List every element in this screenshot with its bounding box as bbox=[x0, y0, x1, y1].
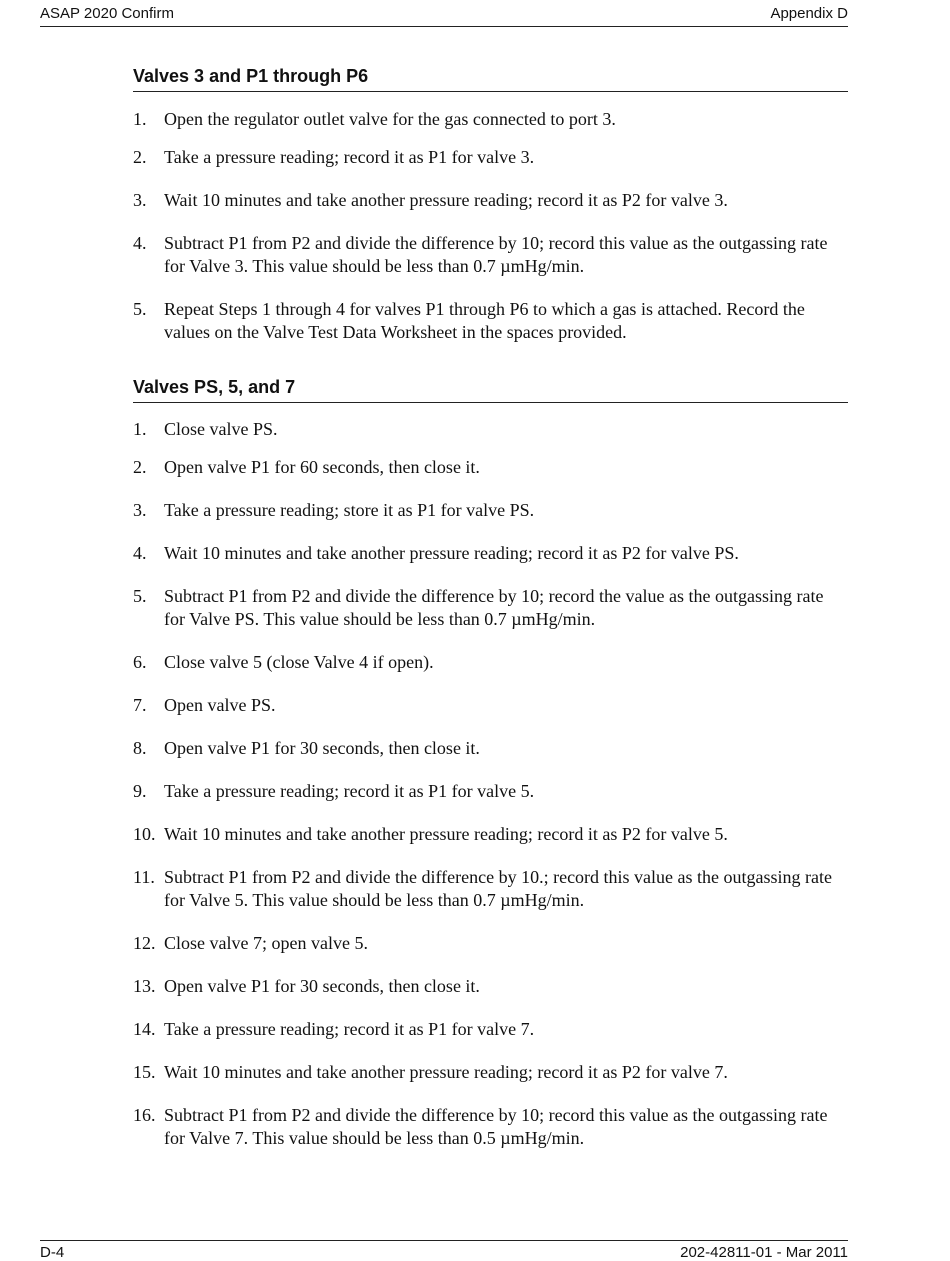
step-text: Open valve PS. bbox=[164, 695, 276, 715]
step-text: Open valve P1 for 30 seconds, then close it. bbox=[164, 738, 480, 758]
footer-page-number: D-4 bbox=[40, 1244, 65, 1261]
step-text: Open the regulator outlet valve for the gas connected to port 3. bbox=[164, 109, 616, 129]
step-number: 13. bbox=[133, 976, 156, 996]
list-item bbox=[133, 146, 848, 169]
step-number: 3. bbox=[133, 500, 147, 520]
section-valves-ps-5-7 bbox=[133, 376, 848, 403]
list-item bbox=[133, 418, 848, 441]
list-item bbox=[133, 866, 848, 912]
step-text: Close valve 7; open valve 5. bbox=[164, 933, 368, 953]
list-item bbox=[133, 232, 848, 278]
list-item bbox=[133, 823, 848, 846]
step-text: Subtract P1 from P2 and divide the difference by 10; record the value as the outgassing rate for Valve PS. This value should be less than 0.7 µmHg/min. bbox=[164, 586, 824, 629]
step-text: Wait 10 minutes and take another pressure reading; record it as P2 for valve 7. bbox=[164, 1062, 728, 1082]
step-text: Wait 10 minutes and take another pressure reading; record it as P2 for valve PS. bbox=[164, 543, 739, 563]
step-text: Open valve P1 for 60 seconds, then close it. bbox=[164, 457, 480, 477]
step-text: Close valve 5 (close Valve 4 if open). bbox=[164, 652, 434, 672]
step-number: 12. bbox=[133, 933, 156, 953]
step-number: 2. bbox=[133, 147, 147, 167]
step-text: Subtract P1 from P2 and divide the difference by 10; record this value as the outgassing rate for Valve 3. This value should be less than 0.7 µmHg/min. bbox=[164, 233, 828, 276]
list-item bbox=[133, 1061, 848, 1084]
step-number: 5. bbox=[133, 299, 147, 319]
list-item bbox=[133, 1104, 848, 1150]
running-footer bbox=[40, 1240, 848, 1261]
list-item bbox=[133, 651, 848, 674]
footer-document-number: 202-42811-01 - Mar 2011 bbox=[680, 1244, 848, 1261]
step-number: 9. bbox=[133, 781, 147, 801]
step-text: Take a pressure reading; record it as P1 for valve 7. bbox=[164, 1019, 535, 1039]
running-header bbox=[40, 4, 848, 27]
step-text: Take a pressure reading; store it as P1 for valve PS. bbox=[164, 500, 535, 520]
list-item bbox=[133, 1018, 848, 1041]
list-item bbox=[133, 499, 848, 522]
step-number: 1. bbox=[133, 419, 147, 439]
step-text: Wait 10 minutes and take another pressure reading; record it as P2 for valve 5. bbox=[164, 824, 728, 844]
section-valves-3-p1-p6 bbox=[133, 65, 848, 92]
list-item bbox=[133, 932, 848, 955]
section-heading: Valves 3 and P1 through P6 bbox=[133, 65, 848, 92]
list-item bbox=[133, 737, 848, 760]
list-item bbox=[133, 694, 848, 717]
list-item bbox=[133, 189, 848, 212]
step-text: Subtract P1 from P2 and divide the difference by 10.; record this value as the outgassing rate for Valve 5. This value should be less than 0.7 µmHg/min. bbox=[164, 867, 832, 910]
step-number: 5. bbox=[133, 586, 147, 606]
step-text: Take a pressure reading; record it as P1 for valve 5. bbox=[164, 781, 535, 801]
list-item bbox=[133, 975, 848, 998]
step-number: 1. bbox=[133, 109, 147, 129]
header-document-title: ASAP 2020 Confirm bbox=[40, 5, 174, 22]
step-text: Wait 10 minutes and take another pressure reading; record it as P2 for valve 3. bbox=[164, 190, 728, 210]
step-number: 2. bbox=[133, 457, 147, 477]
step-number: 10. bbox=[133, 824, 156, 844]
step-number: 15. bbox=[133, 1062, 156, 1082]
list-item bbox=[133, 298, 848, 344]
list-item bbox=[133, 542, 848, 565]
step-number: 14. bbox=[133, 1019, 156, 1039]
step-number: 3. bbox=[133, 190, 147, 210]
list-item bbox=[133, 456, 848, 479]
step-number: 16. bbox=[133, 1105, 156, 1125]
step-text: Open valve P1 for 30 seconds, then close it. bbox=[164, 976, 480, 996]
list-item bbox=[133, 780, 848, 803]
step-text: Close valve PS. bbox=[164, 419, 278, 439]
section-heading: Valves PS, 5, and 7 bbox=[133, 376, 848, 403]
step-number: 8. bbox=[133, 738, 147, 758]
step-text: Subtract P1 from P2 and divide the difference by 10; record this value as the outgassing rate for Valve 7. This value should be less than 0.5 µmHg/min. bbox=[164, 1105, 828, 1148]
step-text: Take a pressure reading; record it as P1 for valve 3. bbox=[164, 147, 535, 167]
step-number: 4. bbox=[133, 233, 147, 253]
step-number: 11. bbox=[133, 867, 155, 887]
list-item bbox=[133, 585, 848, 631]
step-number: 6. bbox=[133, 652, 147, 672]
step-number: 7. bbox=[133, 695, 147, 715]
step-text: Repeat Steps 1 through 4 for valves P1 through P6 to which a gas is attached. Record the values on the Valve Test Data Worksheet in the spaces provided. bbox=[164, 299, 805, 342]
list-item bbox=[133, 108, 848, 131]
header-appendix-label: Appendix D bbox=[770, 5, 848, 22]
step-number: 4. bbox=[133, 543, 147, 563]
